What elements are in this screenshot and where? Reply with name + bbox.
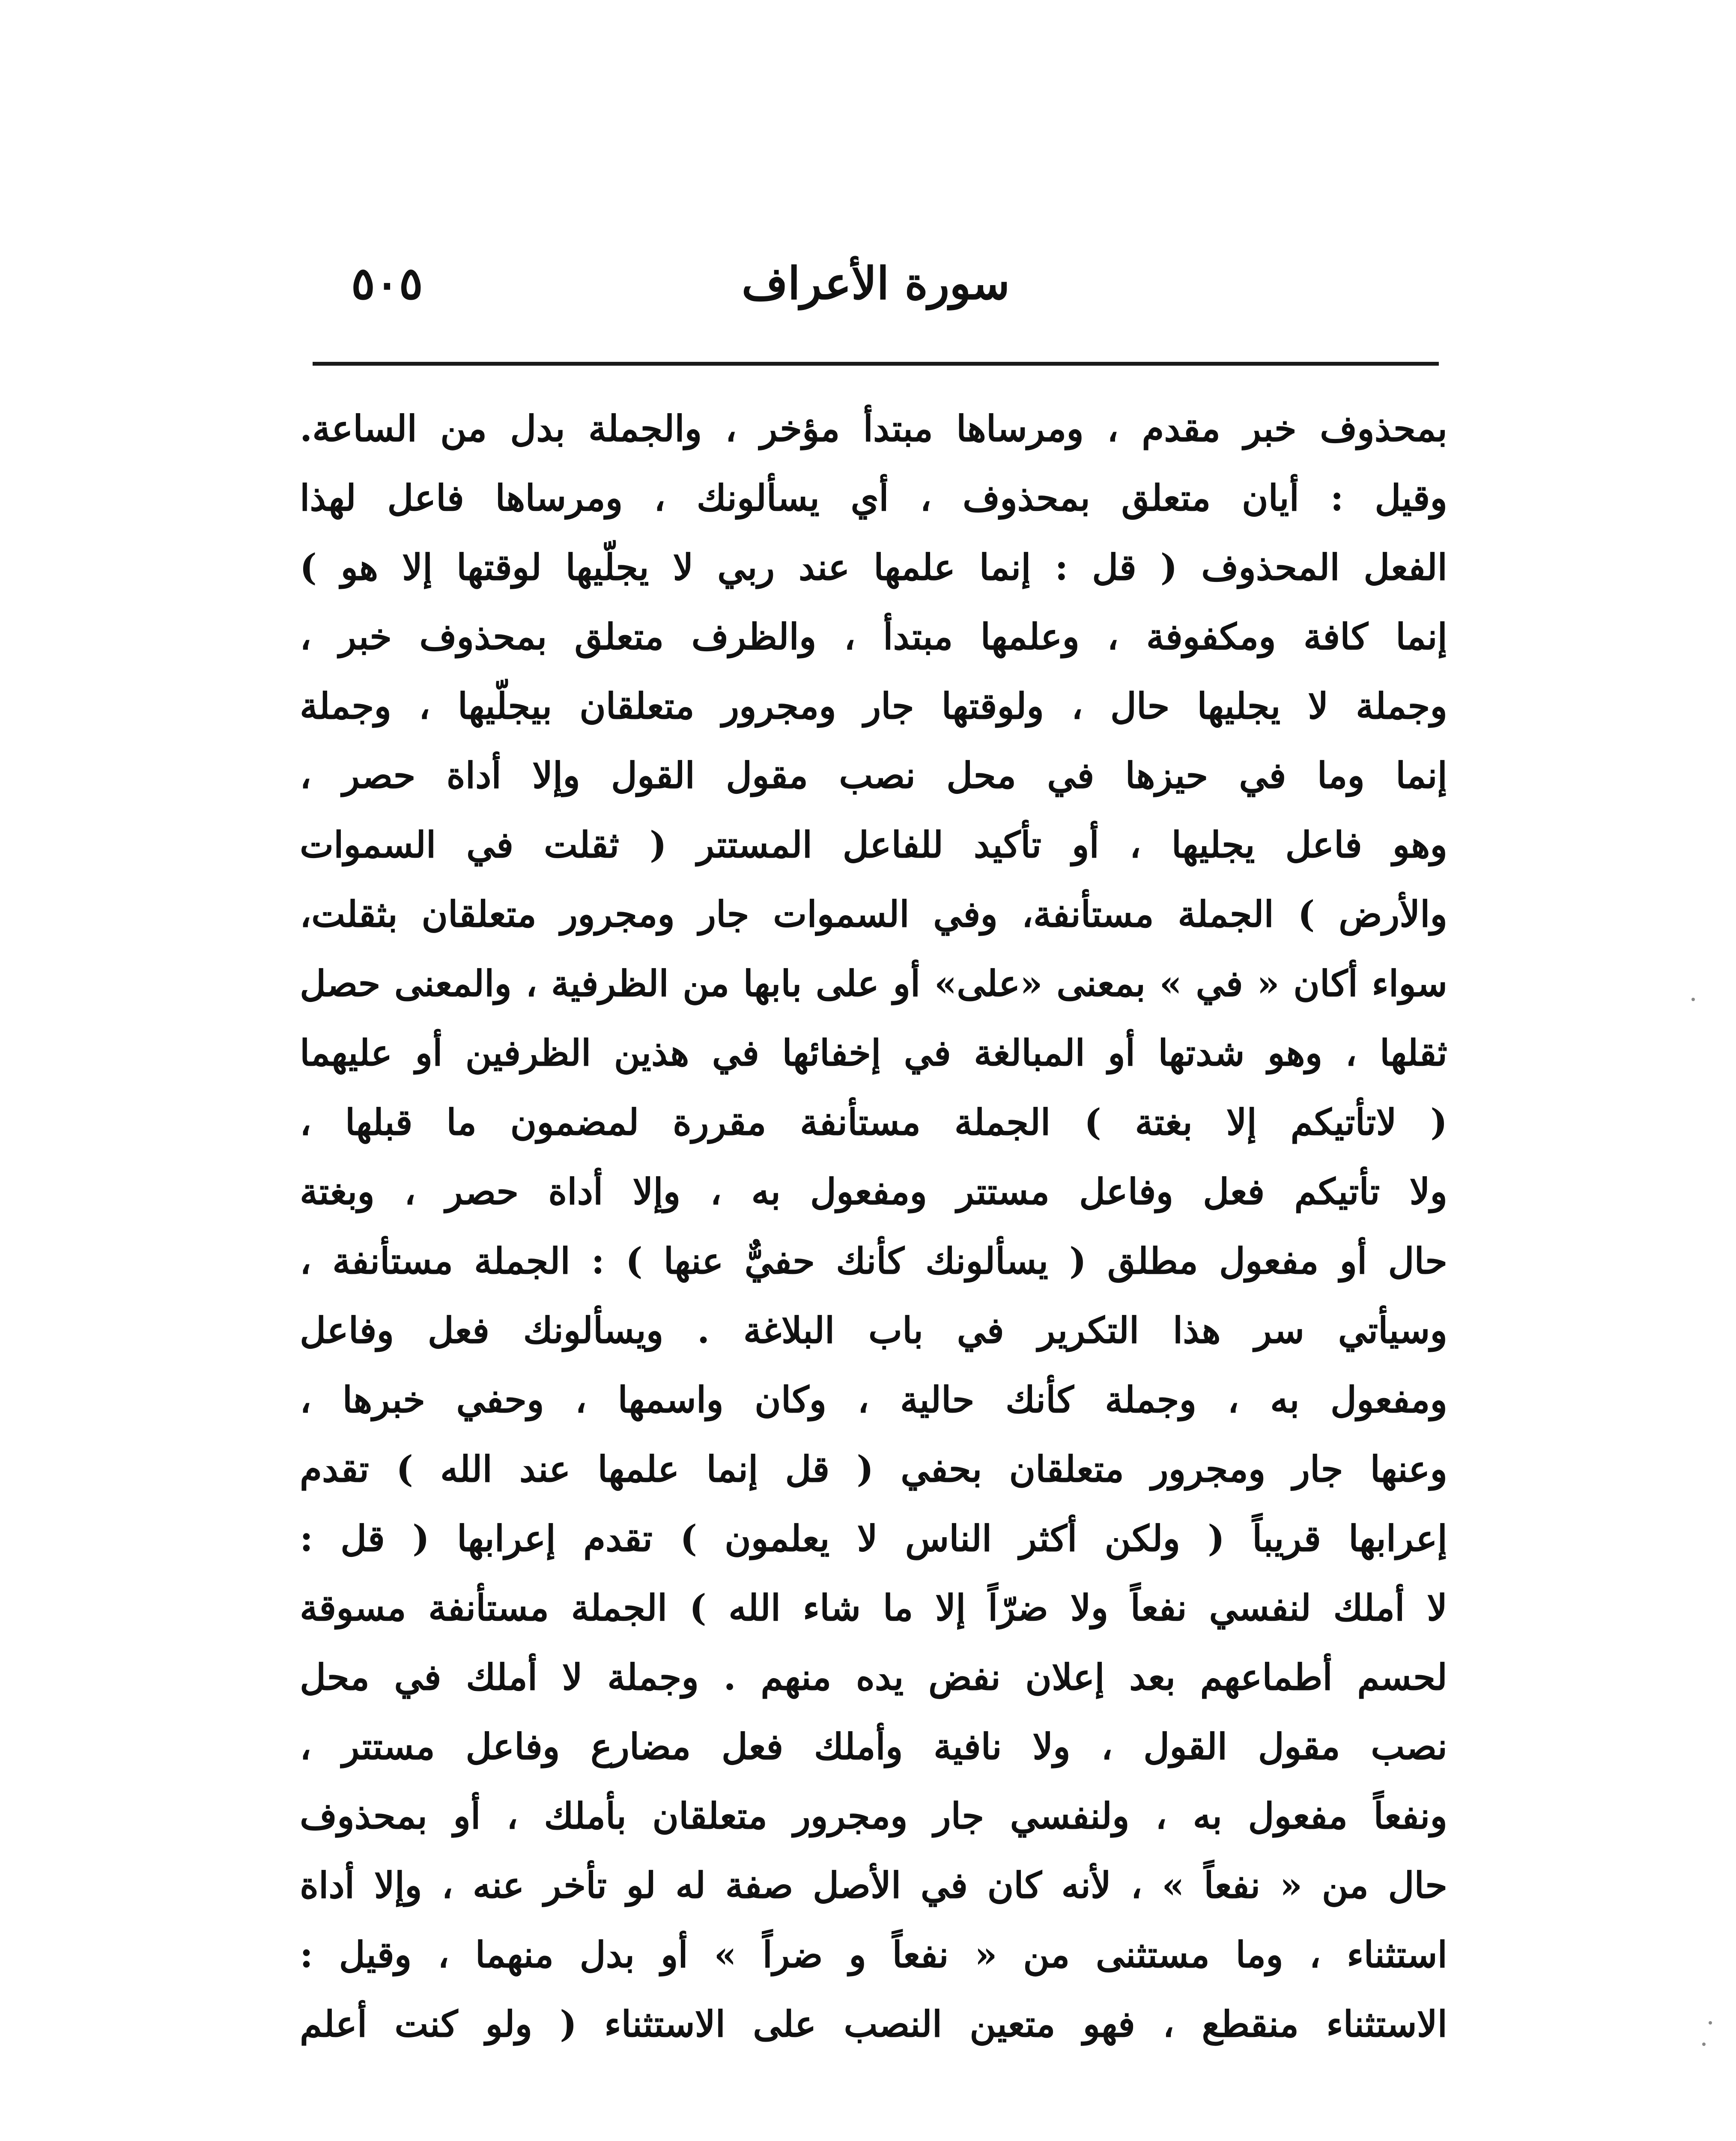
text-line: وسيأتي سر هذا التكرير في باب البلاغة . ويسألونك فعل وفاعل [300, 1309, 1447, 1351]
scan-speck [1702, 2043, 1706, 2046]
body-text [300, 394, 1447, 2059]
page-number: ٥٠٥ [351, 257, 423, 310]
text-line: إعرابها قريباً ( ولكن أكثر الناس لا يعلمون ) تقدم إعرابها ( قل : [300, 1517, 1447, 1560]
text-line: الاستثناء منقطع ، فهو متعين النصب على الاستثناء ( ولو كنت أعلم [300, 2003, 1447, 2045]
scan-speck [1691, 998, 1695, 1001]
running-header [313, 248, 1439, 338]
text-line: لا أملك لنفسي نفعاً ولا ضرّاً إلا ما شاء الله ) الجملة مستأنفة مسوقة [300, 1586, 1447, 1629]
text-line: الفعل المحذوف ( قل : إنما علمها عند ربي لا يجلّيها لوقتها إلا هو ) [300, 546, 1447, 588]
text-line: لحسم أطماعهم بعد إعلان نفض يده منهم . وجملة لا أملك في محل [300, 1656, 1447, 1698]
text-line: ومفعول به ، وجملة كأنك حالية ، وكان واسمها ، وحفي خبرها ، [300, 1378, 1447, 1421]
text-line: إنما وما في حيزها في محل نصب مقول القول وإلا أداة حصر ، [300, 754, 1447, 796]
text-line: ( لاتأتيكم إلا بغتة ) الجملة مستأنفة مقررة لمضمون ما قبلها ، [300, 1101, 1447, 1143]
text-line: وعنها جار ومجرور متعلقان بحفي ( قل إنما علمها عند الله ) تقدم [300, 1448, 1447, 1490]
text-line: وجملة لا يجليها حال ، ولوقتها جار ومجرور متعلقان بيجلّيها ، وجملة [300, 685, 1447, 727]
header-divider [313, 362, 1439, 366]
text-line: بمحذوف خبر مقدم ، ومرساها مبتدأ مؤخر ، والجملة بدل من الساعة. [300, 407, 1447, 450]
text-line: ثقلها ، وهو شدتها أو المبالغة في إخفائها في هذين الظرفين أو عليهما [300, 1032, 1447, 1074]
text-line: إنما كافة ومكفوفة ، وعلمها مبتدأ ، والظرف متعلق بمحذوف خبر ، [300, 615, 1447, 658]
text-line: حال أو مفعول مطلق ( يسألونك كأنك حفيٌّ عنها ) : الجملة مستأنفة ، [300, 1240, 1447, 1282]
scan-speck [1709, 2021, 1712, 2025]
text-line: والأرض ) الجملة مستأنفة، وفي السموات جار ومجرور متعلقان بثقلت، [300, 893, 1447, 935]
text-line: استثناء ، وما مستثنى من « نفعاً و ضراً » أو بدل منهما ، وقيل : [300, 1933, 1447, 1976]
text-line: وهو فاعل يجليها ، أو تأكيد للفاعل المستتر ( ثقلت في السموات [300, 823, 1447, 866]
text-line: سواء أكان « في » بمعنى «على» أو على بابها من الظرفية ، والمعنى حصل [300, 962, 1447, 1005]
text-line: نصب مقول القول ، ولا نافية وأملك فعل مضارع وفاعل مستتر ، [300, 1725, 1447, 1768]
surah-title: سورة الأعراف [741, 257, 1010, 310]
text-line: حال من « نفعاً » ، لأنه كان في الأصل صفة له لو تأخر عنه ، وإلا أداة [300, 1864, 1447, 1906]
text-line: ولا تأتيكم فعل وفاعل مستتر ومفعول به ، وإلا أداة حصر ، وبغتة [300, 1170, 1447, 1213]
text-line: ونفعاً مفعول به ، ولنفسي جار ومجرور متعلقان بأملك ، أو بمحذوف [300, 1795, 1447, 1837]
text-line: وقيل : أيان متعلق بمحذوف ، أي يسألونك ، ومرساها فاعل لهذا [300, 477, 1447, 519]
